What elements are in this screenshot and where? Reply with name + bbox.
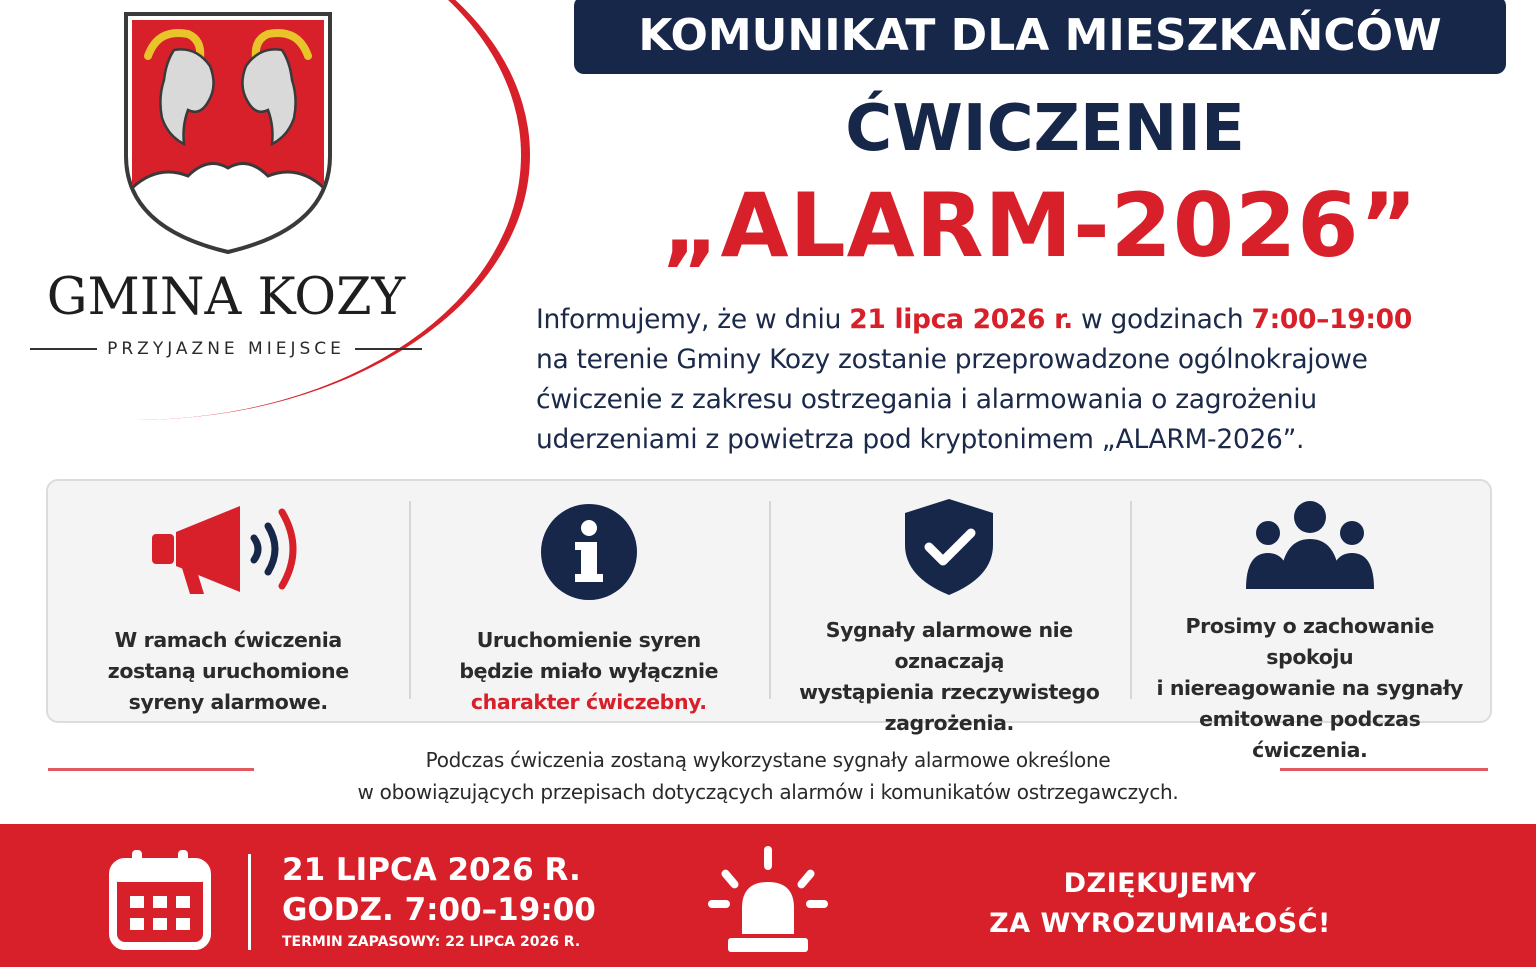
intro-hours: 7:00–19:00 bbox=[1251, 304, 1412, 335]
footer-hours: GODZ. 7:00–19:00 bbox=[282, 892, 596, 928]
shield-check-icon bbox=[901, 497, 997, 597]
intro-line-3: ćwiczenie z zakresu ostrzegania i alarmowania o zagrożeniu bbox=[536, 384, 1317, 415]
card-line: Prosimy o zachowanie spokoju bbox=[1185, 614, 1434, 669]
footer-date: 21 LIPCA 2026 R. bbox=[282, 852, 581, 888]
footer-thanks bbox=[950, 864, 1370, 944]
note-rule-left bbox=[48, 768, 254, 771]
note-line-2: w obowiązujących przepisach dotyczących alarmów i komunikatów ostrzegawczych. bbox=[357, 780, 1179, 804]
intro-line-4: uderzeniami z powietrza pod kryptonimem „ALARM-2026”. bbox=[536, 424, 1305, 455]
note-rule-right bbox=[1280, 768, 1488, 771]
footer-divider bbox=[248, 854, 251, 950]
card-line: zagrożenia. bbox=[884, 711, 1014, 735]
legal-note bbox=[250, 744, 1286, 808]
megaphone-icon bbox=[148, 502, 308, 602]
municipality-name: GMINA KOZY bbox=[46, 268, 406, 327]
alarm-beacon-icon bbox=[706, 842, 830, 954]
tagline-text: PRZYJAZNE MIEJSCE bbox=[107, 339, 345, 359]
intro-text: w godzinach bbox=[1072, 304, 1252, 335]
card-line: syreny alarmowe. bbox=[128, 690, 328, 714]
card-line: Sygnały alarmowe nie oznaczają bbox=[825, 618, 1073, 673]
municipality-tagline bbox=[30, 338, 422, 360]
card-line: emitowane podczas ćwiczenia. bbox=[1199, 707, 1421, 762]
card-highlight: charakter ćwiczebny. bbox=[470, 690, 707, 714]
exercise-subtitle: ĆWICZENIE bbox=[845, 92, 1245, 166]
card-calm bbox=[1130, 481, 1491, 762]
tagline-rule-left bbox=[30, 348, 97, 350]
card-signals bbox=[769, 481, 1130, 735]
intro-text: Informujemy, że w dniu bbox=[536, 304, 850, 335]
card-line: Uruchomienie syren bbox=[476, 628, 701, 652]
note-line-1: Podczas ćwiczenia zostaną wykorzystane sygnały alarmowe określone bbox=[425, 748, 1111, 772]
footer-bar bbox=[0, 824, 1536, 967]
card-line: będzie miało wyłącznie bbox=[459, 659, 719, 683]
card-line: zostaną uruchomione bbox=[107, 659, 349, 683]
info-icon bbox=[539, 502, 639, 602]
card-text bbox=[784, 615, 1114, 739]
calendar-icon bbox=[108, 848, 212, 950]
exercise-title: „ALARM-2026” bbox=[661, 174, 1419, 277]
thanks-line-2: ZA WYROZUMIAŁOŚĆ! bbox=[989, 908, 1331, 939]
card-sirens bbox=[48, 481, 409, 721]
intro-paragraph bbox=[536, 300, 1516, 460]
thanks-line-1: DZIĘKUJEMY bbox=[1063, 868, 1257, 899]
card-text bbox=[424, 625, 754, 718]
coat-of-arms-icon bbox=[118, 6, 338, 256]
announcement-banner: KOMUNIKAT DLA MIESZKAŃCÓW bbox=[574, 0, 1506, 74]
card-text bbox=[1145, 611, 1475, 766]
tagline-rule-right bbox=[355, 348, 422, 350]
intro-date: 21 lipca 2026 r. bbox=[849, 304, 1073, 335]
card-line: W ramach ćwiczenia bbox=[114, 628, 342, 652]
intro-line-1 bbox=[536, 300, 1516, 340]
card-line: wystąpienia rzeczywistego bbox=[799, 680, 1100, 704]
card-text bbox=[63, 625, 393, 718]
people-icon bbox=[1240, 497, 1380, 593]
card-info bbox=[409, 481, 770, 721]
footer-backup-date: TERMIN ZAPASOWY: 22 LIPCA 2026 R. bbox=[282, 934, 581, 950]
card-line: i niereagowanie na sygnały bbox=[1156, 676, 1464, 700]
intro-line-2: na terenie Gminy Kozy zostanie przeprowadzone ogólnokrajowe bbox=[536, 344, 1368, 375]
